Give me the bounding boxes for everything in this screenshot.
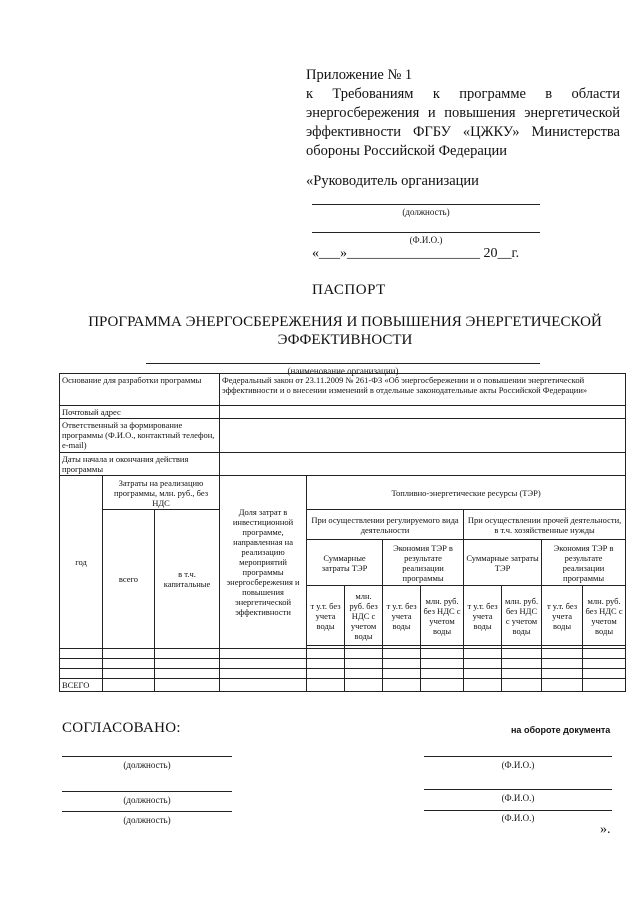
costs-header: Затраты на реализацию программы, млн. руб., без НДС [103, 476, 220, 510]
passport-heading: ПАСПОРТ [312, 282, 386, 298]
fio-line [312, 232, 540, 233]
appendix-block [306, 66, 620, 161]
signature-fio-line [424, 756, 612, 757]
capital-costs-header: в т.ч. капитальные [155, 510, 220, 649]
dates-label: Даты начала и окончания действия программы [60, 453, 220, 476]
table-row [60, 406, 626, 419]
unit-tut: т у.т. без учета воды [464, 586, 502, 646]
address-label: Почтовый адрес [60, 406, 220, 419]
signature-position-line [62, 756, 232, 757]
signature-fio-line [424, 789, 612, 790]
unit-rub: млн. руб. без НДС с учетом воды [345, 586, 383, 646]
fio-caption: (Ф.И.О.) [409, 235, 443, 245]
table-row [60, 679, 626, 692]
econ-ter-header: Экономия ТЭР в результате реализации программы [383, 540, 464, 586]
fio-caption: (Ф.И.О.) [501, 813, 535, 823]
unit-tut: т у.т. без учета воды [542, 586, 583, 646]
sum-ter-header: Суммарные затраты ТЭР [464, 540, 542, 586]
unit-rub: млн. руб. без НДС с учетом воды [502, 586, 542, 646]
position-caption: (должность) [123, 795, 171, 805]
sum-ter-header: Суммарные затраты ТЭР [307, 540, 383, 586]
date-line: «___»___________________ 20__г. [312, 246, 520, 261]
appendix-line: эффективности ФГБУ «ЦЖКУ» Министерства [306, 124, 620, 140]
appendix-line: Приложение № 1 [306, 67, 413, 83]
table-row [60, 510, 626, 540]
unit-tut: т у.т. без учета воды [383, 586, 421, 646]
basis-label: Основание для разработки программы [60, 374, 220, 406]
unit-rub: млн. руб. без НДС с учетом воды [421, 586, 464, 646]
table-row [60, 453, 626, 476]
responsible-label: Ответственный за формирование программы (Ф.И.О., контактный телефон, e-mail) [60, 419, 220, 453]
fio-caption: (Ф.И.О.) [501, 793, 535, 803]
position-caption: (должность) [123, 815, 171, 825]
signature-fio-line [424, 810, 612, 811]
appendix-line: обороны Российской Федерации [306, 143, 508, 159]
table-row [60, 659, 626, 669]
year-header: год [60, 476, 103, 649]
org-name-caption: (наименование организации) [287, 366, 399, 376]
fio-caption: (Ф.И.О.) [501, 760, 535, 770]
on-back-note: на обороте документа [511, 725, 611, 735]
total-row-label: ВСЕГО [60, 679, 103, 692]
basis-value: Федеральный закон от 23.11.2009 № 261-ФЗ «Об энергосбережении и о повышении энергетической эффективности и о внесении изменений в отдельные законодательные акты Российской Федерации» [220, 374, 626, 406]
other-activity-header: При осуществлении прочей деятельности, в т.ч. хозяйственные нужды [464, 510, 626, 540]
table-row [60, 419, 626, 453]
address-value[interactable] [220, 406, 626, 419]
table-row [60, 374, 626, 406]
passport-table [59, 373, 626, 692]
dates-value[interactable] [220, 453, 626, 476]
total-costs-header: всего [103, 510, 155, 649]
unit-tut: т у.т. без учета воды [307, 586, 345, 646]
unit-rub: млн. руб. без НДС с учетом воды [583, 586, 626, 646]
agreed-label: СОГЛАСОВАНО: [62, 720, 181, 736]
table-row [60, 476, 626, 510]
econ-ter-header: Экономия ТЭР в результате реализации программы [542, 540, 626, 586]
ter-header: Топливно-энергетические ресурсы (ТЭР) [307, 476, 626, 510]
table-row [60, 649, 626, 659]
position-caption: (должность) [123, 760, 171, 770]
table-row [60, 669, 626, 679]
org-name-line [146, 363, 540, 364]
responsible-value[interactable] [220, 419, 626, 453]
position-line [312, 204, 540, 205]
position-caption: (должность) [402, 207, 450, 217]
approval-head: «Руководитель организации [306, 173, 479, 189]
regulated-header: При осуществлении регулируемого вида деятельности [307, 510, 464, 540]
appendix-line: к Требованиям к программе в области [306, 86, 620, 102]
program-title: ПРОГРАММА ЭНЕРГОСБЕРЕЖЕНИЯ И ПОВЫШЕНИЯ ЭНЕРГЕТИЧЕСКОЙ ЭФФЕКТИВНОСТИ [88, 314, 602, 348]
signature-position-line [62, 811, 232, 812]
closing-quote: ». [600, 822, 611, 837]
appendix-line: энергосбережения и повышения энергетической [306, 105, 620, 121]
signature-position-line [62, 791, 232, 792]
share-header: Доля затрат в инвестиционной программе, направленная на реализацию мероприятий программы энергосбережения и повышения энергетической эффективности [220, 476, 307, 649]
